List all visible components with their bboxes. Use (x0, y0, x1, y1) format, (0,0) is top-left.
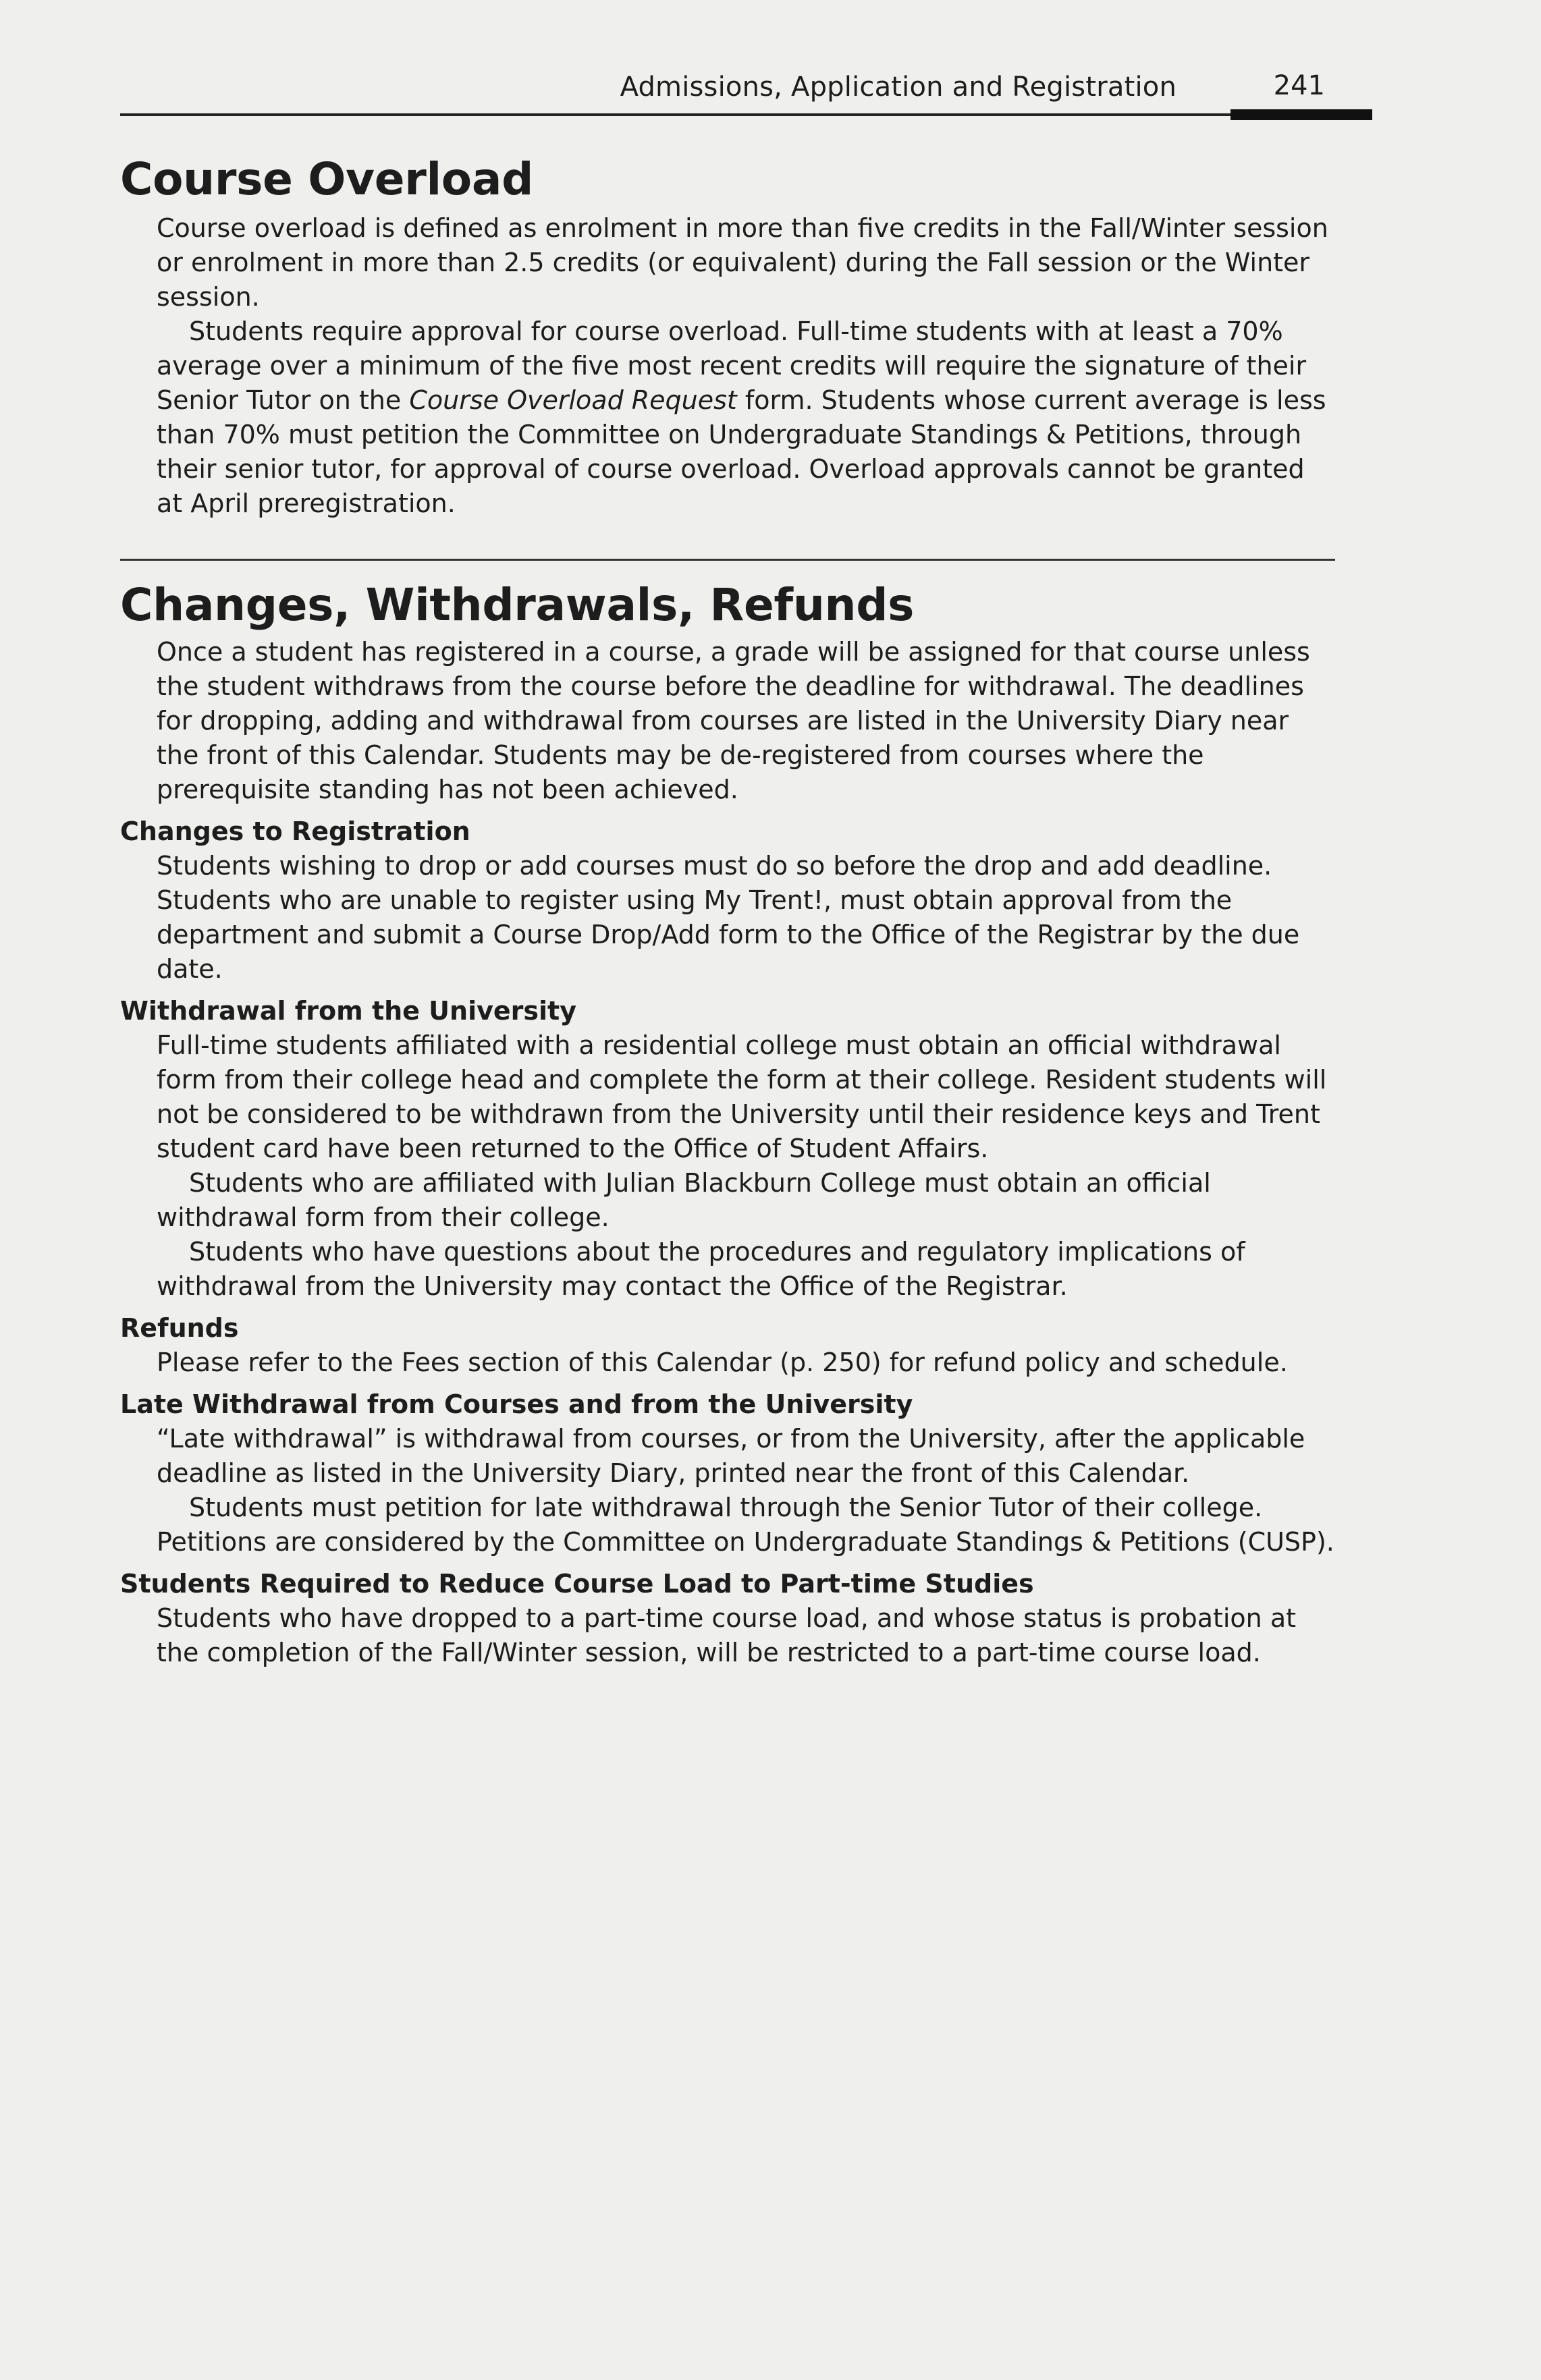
header-tab-bar (1231, 109, 1372, 120)
section-title-changes: Changes, Withdrawals, Refunds (120, 578, 915, 631)
subheading-reduce-course-load: Students Required to Reduce Course Load to Part-time Studies (120, 1569, 1034, 1599)
paragraph: Students who have dropped to a part-time course load, and whose status is probation at the completion of the Fall/Winter session, will be restricted to a part-time course load. (157, 1603, 1297, 1668)
section-divider (120, 559, 1335, 561)
subheading-refunds: Refunds (120, 1313, 239, 1344)
paragraph: Once a student has registered in a course, a grade will be assigned for that course unless the student withdraws from the course before the deadline for withdrawal. The deadlines for dropping, adding and withdrawal from courses are listed in the University Diary near the front of this Calendar. Students may be de-registered from courses where the prerequisite standing has not been achieved. (157, 637, 1310, 805)
paragraph: “Late withdrawal” is withdrawal from courses, or from the University, after the applicable deadline as listed in the University Diary, printed near the front of this Calendar. (157, 1424, 1305, 1489)
course-overload-section (120, 155, 1335, 521)
page-number: 241 (1273, 70, 1325, 101)
subheading-changes-to-registration: Changes to Registration (120, 817, 470, 847)
late-withdrawal-body (157, 1422, 1335, 1559)
paragraph: Students must petition for late withdrawal through the Senior Tutor of their college. Petitions are considered by the Committee on Undergraduate Standings & Petitions (CUSP). (157, 1493, 1334, 1557)
withdrawal-body (157, 1028, 1335, 1304)
registration-body (157, 849, 1335, 987)
paragraph (157, 314, 1335, 521)
header-rule (120, 113, 1372, 116)
subheading-late-withdrawal: Late Withdrawal from Courses and from the University (120, 1389, 913, 1420)
paragraph-text: form. Students whose current average is less than 70% must petition the Committee on Undergraduate Standings & Petitions, through their senior tutor, for approval of course overload. Overload approvals cannot be granted at April preregistration. (157, 385, 1326, 518)
running-header (120, 65, 1372, 117)
reduce-load-body (157, 1601, 1335, 1670)
header-section-title: Admissions, Application and Registration (620, 72, 1177, 103)
paragraph: Students who have questions about the procedures and regulatory implications of withdrawal from the University may contact the Office of the Registrar. (157, 1237, 1245, 1302)
paragraph: Students who are affiliated with Julian Blackburn College must obtain an official withdrawal form from their college. (157, 1168, 1211, 1233)
form-name: Course Overload Request (409, 385, 737, 415)
course-overload-body (157, 211, 1335, 521)
page-content (120, 155, 1335, 1670)
changes-intro (157, 635, 1335, 807)
refunds-body (157, 1346, 1335, 1380)
paragraph: Course overload is defined as enrolment in more than five credits in the Fall/Winter session or enrolment in more than 2.5 credits (or equivalent) during the Fall session or the Winter session. (157, 213, 1328, 312)
paragraph: Full-time students affiliated with a residential college must obtain an official withdrawal form from their college head and complete the form at their college. Resident students will not be considered to be withdrawn from the University until their residence keys and Trent student card have been returned to the Office of Student Affairs. (157, 1030, 1327, 1164)
paragraph-text: Students require approval for course overload. Full-time students with at least a 70% average over a minimum of the five most recent credits will require the signature of their Senior Tutor on the (157, 316, 1307, 415)
paragraph: Please refer to the Fees section of this Calendar (p. 250) for refund policy and schedule. (157, 1348, 1288, 1378)
changes-section (120, 578, 1335, 1671)
paragraph: Students wishing to drop or add courses must do so before the drop and add deadline. Students who are unable to register using My Trent!, must obtain approval from the department and submit a Course Drop/Add form to the Office of the Registrar by the due date. (157, 851, 1300, 985)
subheading-withdrawal: Withdrawal from the University (120, 996, 576, 1026)
section-title-course-overload: Course Overload (120, 153, 534, 205)
